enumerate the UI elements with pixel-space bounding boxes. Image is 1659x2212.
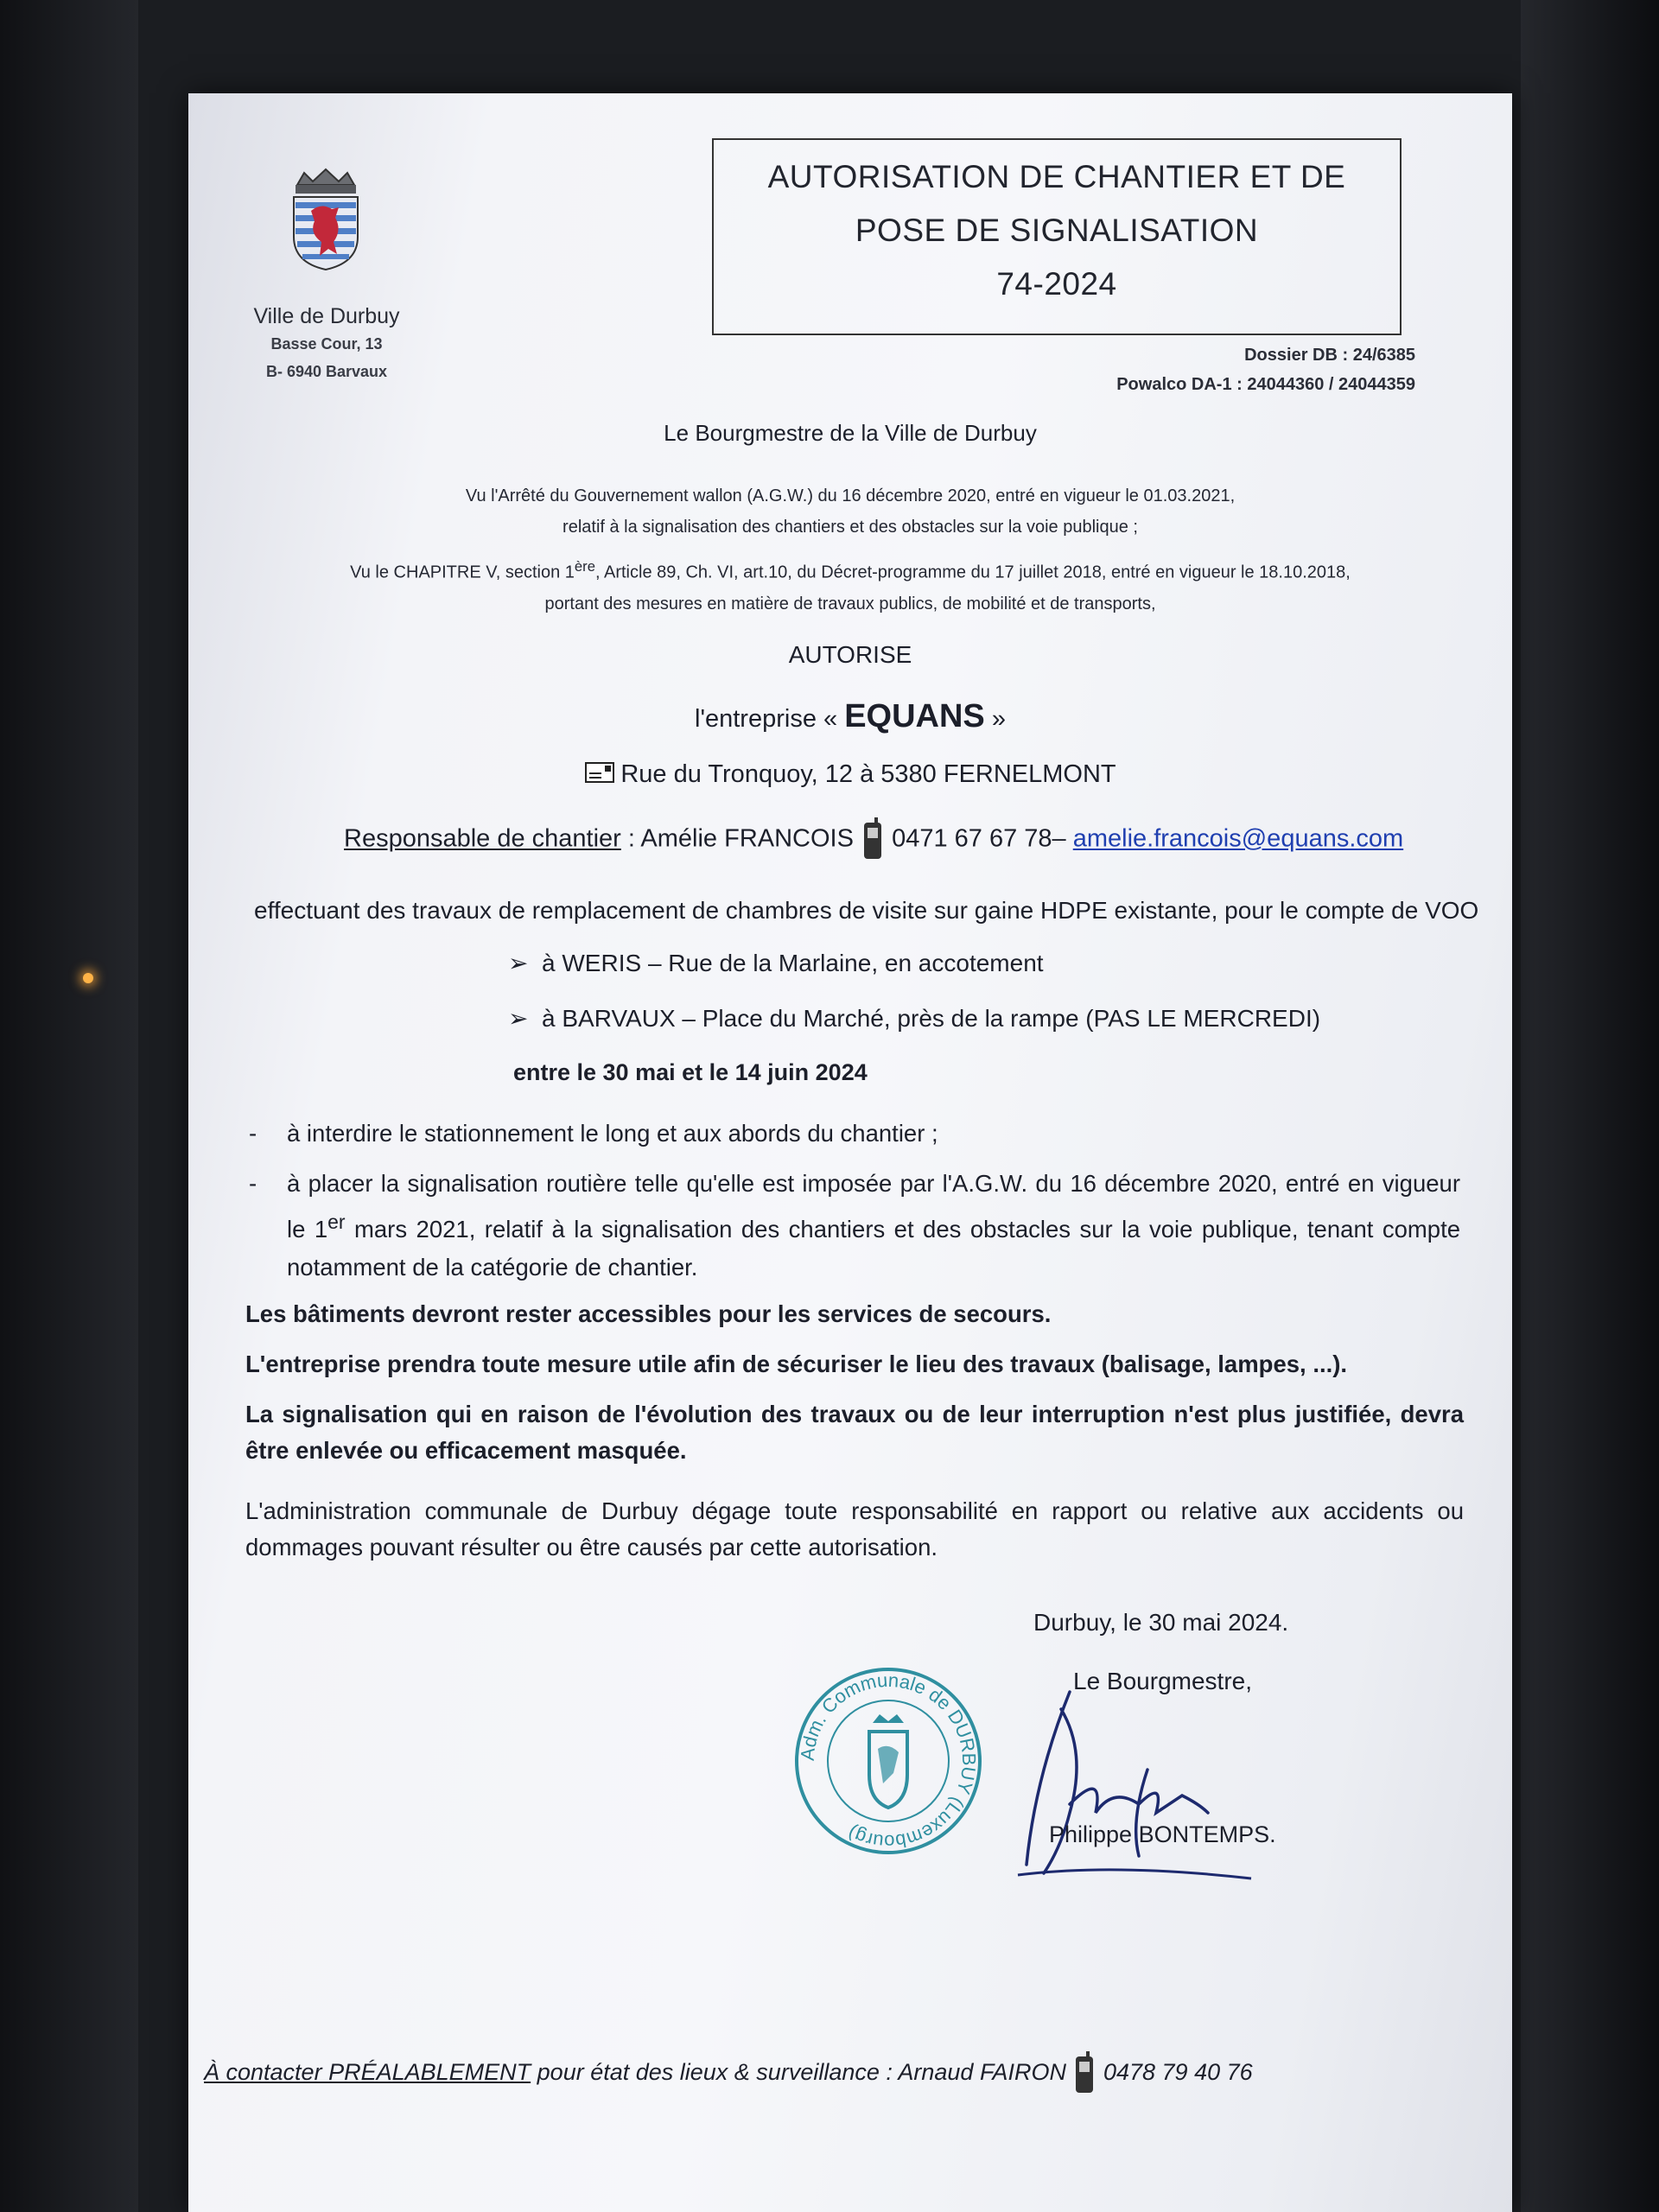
- city-name: Ville de Durbuy: [253, 304, 400, 328]
- document-title-box: [712, 138, 1402, 335]
- phone-icon: [861, 817, 885, 862]
- phone-icon: [1072, 2051, 1096, 2096]
- condition-signage-removal: La signalisation qui en raison de l'évolution des travaux ou de leur interruption n'est plus justifiée, devra être enlevée ou efficacement masquée.: [245, 1401, 1464, 1464]
- decision-heading: AUTORISE: [788, 641, 912, 668]
- background-right: [1521, 0, 1659, 2212]
- site-manager-label: Responsable de chantier: [344, 824, 621, 853]
- measure-item: - à placer la signalisation routière telle qu'elle est imposée par l'A.G.W. du 16 décembre 2020, entré en vigueur le 1er mars 2021, relatif à la signalisation des chantiers et des obstacles sur la voie publique, tenant compte notamment de la catégorie de chantier.: [249, 1170, 1461, 1281]
- company-name: EQUANS: [844, 698, 985, 734]
- prior-contact-label: À contacter PRÉALABLEMENT: [204, 2059, 531, 2086]
- condition-safety: L'entreprise prendra toute mesure utile afin de sécuriser le lieu des travaux (balisage, lampes, ...).: [245, 1351, 1348, 1377]
- dossier-reference: Dossier DB : 24/6385: [1244, 346, 1415, 365]
- stamp-text: Adm. Communale de DURBUY (Luxembourg): [796, 1669, 981, 1853]
- site-manager-email[interactable]: amelie.francois@equans.com: [1072, 824, 1404, 853]
- arrow-bullet-icon: ➢: [508, 1005, 543, 1032]
- authorization-number: 74-2024: [996, 266, 1117, 302]
- consideration-decree: Vu le CHAPITRE V, section 1ère, Article 89, Ch. VI, art.10, du Décret-programme du 17 juillet 2018, entré en vigueur le 18.10.2018, portant des mesures en matière de travaux publics, de mobilité et de transports,: [350, 558, 1351, 613]
- condition-liability: L'administration communale de Durbuy dégage toute responsabilité en rapport ou relative aux accidents ou dommages pouvant résulter ou être causés par cette autorisation.: [245, 1497, 1464, 1560]
- consideration-agw: Vu l'Arrêté du Gouvernement wallon (A.G.W.) du 16 décembre 2020, entré en vigueur le 01.03.2021, relatif à la signalisation des chantiers et des obstacles sur la voie publique ;: [465, 486, 1236, 537]
- works-description: effectuant des travaux de remplacement de chambres de visite sur gaine HDPE existante, pour le compte de VOO: [254, 897, 1479, 924]
- signatory-title: Le Bourgmestre,: [1073, 1668, 1252, 1694]
- powalco-reference: Powalco DA-1 : 24044360 / 24044359: [1116, 375, 1415, 394]
- document-page: [188, 93, 1512, 2212]
- works-period: entre le 30 mai et le 14 juin 2024: [513, 1059, 868, 1085]
- issuing-authority: Le Bourgmestre de la Ville de Durbuy: [664, 420, 1037, 446]
- measure-item: - à interdire le stationnement le long et aux abords du chantier ;: [249, 1120, 938, 1147]
- prior-contact-line: À contacter PRÉALABLEMENT pour état des lieux & surveillance : Arnaud FAIRON 0478 79 40 76: [204, 2051, 1253, 2096]
- official-stamp: [793, 1662, 983, 1859]
- city-address-postal: B- 6940 Barvaux: [265, 363, 388, 380]
- city-address-street: Basse Cour, 13: [270, 335, 383, 353]
- site-manager-phone: 0471 67 67 78–: [892, 824, 1066, 853]
- contact-phone: 0478 79 40 76: [1103, 2059, 1253, 2086]
- references: [1116, 340, 1415, 399]
- title-line-1: AUTORISATION DE CHANTIER ET DE: [767, 159, 1346, 194]
- arrow-bullet-icon: ➢: [508, 950, 543, 976]
- location-item: ➢ à BARVAUX – Place du Marché, près de la rampe (PAS LE MERCREDI): [508, 1005, 1321, 1032]
- site-manager-line: Responsable de chantier : Amélie FRANCOIS 0471 67 67 78– amelie.francois@equans.com: [344, 817, 1403, 862]
- title-line-2: POSE DE SIGNALISATION: [855, 213, 1259, 248]
- indicator-light: [83, 973, 93, 983]
- location-item: ➢ à WERIS – Rue de la Marlaine, en accotement: [508, 950, 1044, 976]
- background-left: [0, 0, 138, 2212]
- handwritten-signature: [1009, 1675, 1260, 1882]
- condition-access: Les bâtiments devront rester accessibles pour les services de secours.: [245, 1300, 1052, 1327]
- company-line: l'entreprise « EQUANS »: [695, 698, 1006, 734]
- municipal-crest-icon: [285, 168, 366, 271]
- place-and-date: Durbuy, le 30 mai 2024.: [1033, 1609, 1289, 1636]
- signatory-name: Philippe BONTEMPS.: [1049, 1821, 1276, 1847]
- company-address: Rue du Tronquoy, 12 à 5380 FERNELMONT: [188, 760, 1512, 789]
- mail-icon: [584, 760, 615, 785]
